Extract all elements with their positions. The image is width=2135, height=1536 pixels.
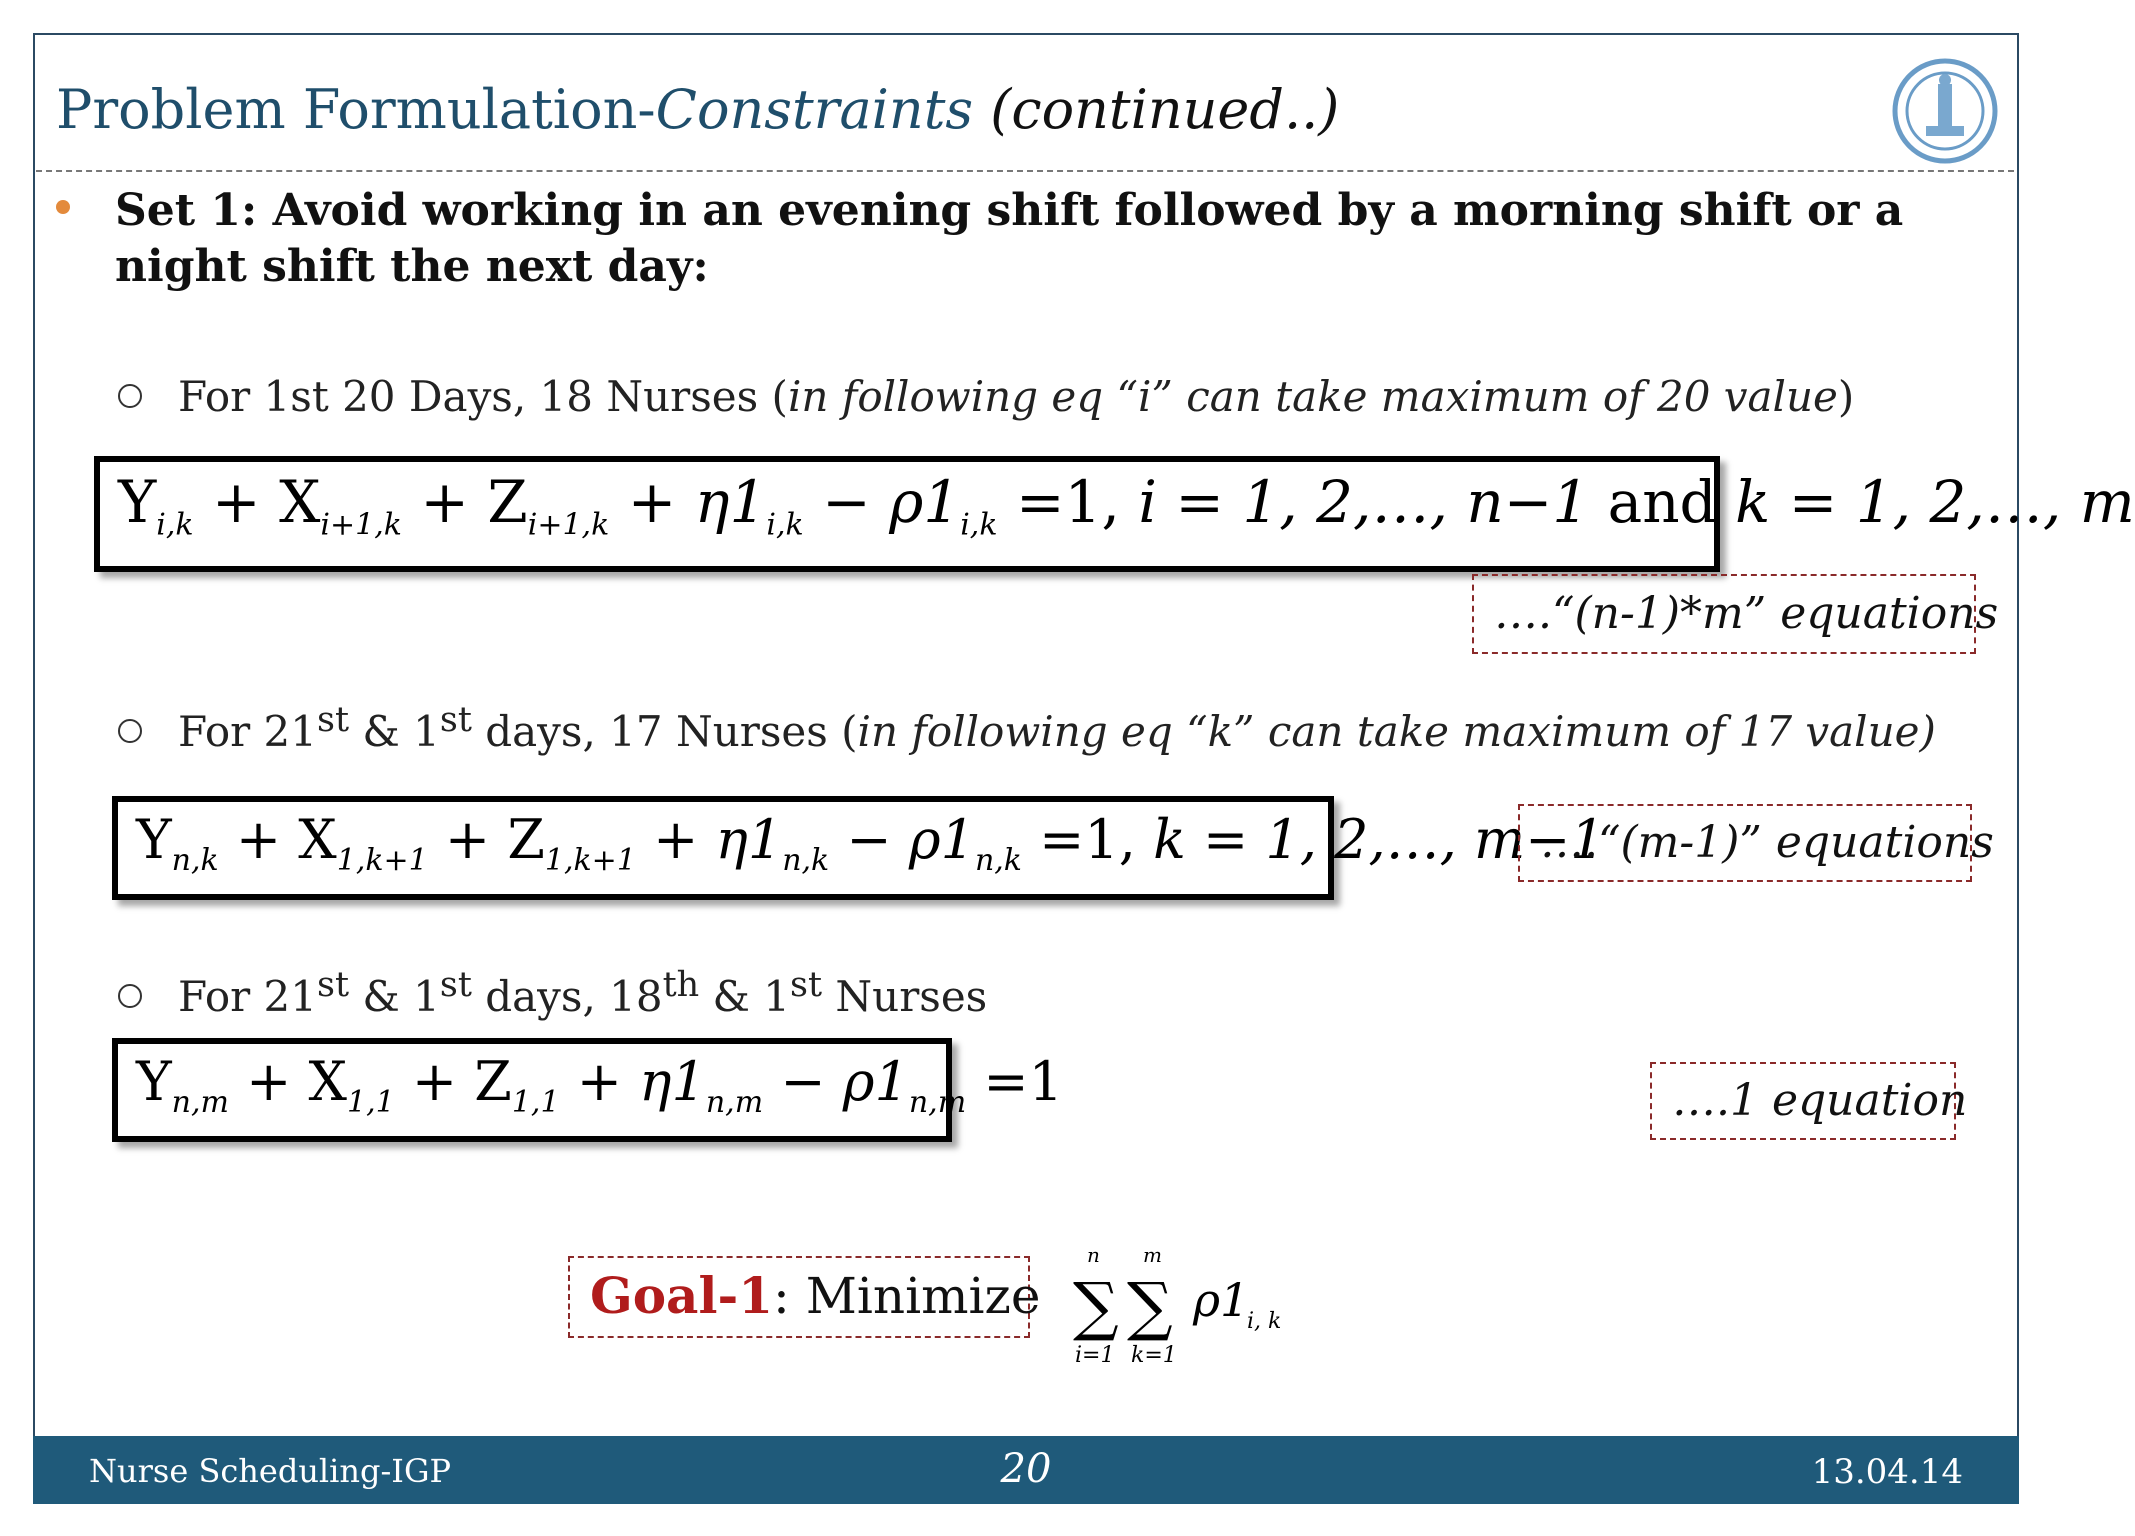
sub-item-1: For 1st 20 Days, 18 Nurses (in following eq “i” can take maximum of 20 value) xyxy=(118,372,1854,421)
svg-text:∑: ∑ xyxy=(1073,1270,1119,1344)
note-equations-1: ….“(n-1)*m” equations xyxy=(1472,574,1976,654)
circle-bullet-icon xyxy=(118,984,142,1008)
svg-text:i, k: i, k xyxy=(1247,1309,1282,1334)
equation-box-2 xyxy=(112,796,1605,900)
equation-3: $Y_{n,m} + X_{1,1} + Z_{1,1} + \eta 1_{n,m} - \rho 1_{n,m} =1$ xyxy=(136,1050,1063,1120)
title-divider xyxy=(36,170,2014,172)
sub-item-2: For 21st & 1st days, 17 Nurses (in following eq “k” can take maximum of 17 value) xyxy=(118,700,1936,756)
page-number: 20 xyxy=(1000,1446,1052,1492)
slide-footer xyxy=(33,1436,2019,1504)
institute-logo-icon xyxy=(1890,56,2000,166)
footer-date: 13.04.14 xyxy=(1811,1452,1963,1492)
equation-box-3 xyxy=(112,1038,1063,1142)
svg-text:m: m xyxy=(1143,1243,1162,1267)
equation-2: $Y_{n,k} + X_{1,k+1} + Z_{1,k+1} + \eta 1_{n,k} - \rho 1_{n,k} =1$, k = 1, 2,…, m−1 xyxy=(136,808,1605,878)
bullet-icon xyxy=(56,200,70,214)
note-equations-3: ….1 equation xyxy=(1650,1062,1956,1140)
circle-bullet-icon xyxy=(118,384,142,408)
equation-box-1 xyxy=(94,456,2135,572)
svg-text:ρ1: ρ1 xyxy=(1193,1273,1250,1327)
circle-bullet-icon xyxy=(118,719,142,743)
note-equations-2: ….“(m-1)” equations xyxy=(1518,804,1972,882)
slide-title: Problem Formulation-Constraints (continued..) xyxy=(56,78,1340,141)
footer-title: Nurse Scheduling-IGP xyxy=(89,1452,452,1490)
svg-text:k=1: k=1 xyxy=(1131,1343,1177,1368)
svg-text:i=1: i=1 xyxy=(1075,1343,1115,1368)
svg-text:∑: ∑ xyxy=(1127,1270,1173,1344)
goal-box: Goal-1: Minimize xyxy=(568,1256,1030,1338)
set1-heading: Set 1: Avoid working in an evening shift followed by a morning shift or a night shift the next day: xyxy=(115,185,1904,292)
objective-sum-formula xyxy=(1065,1240,1295,1370)
svg-text:n: n xyxy=(1087,1243,1100,1267)
equation-1: $Y_{i,k} + X_{i+1,k} + Z_{i+1,k} + \eta 1_{i,k} - \rho 1_{i,k} =1$, i = 1, 2,…, n−1 and k = 1, 2,…, m xyxy=(118,468,2135,543)
sub-item-3: For 21st & 1st days, 18th & 1st Nurses xyxy=(118,965,987,1021)
